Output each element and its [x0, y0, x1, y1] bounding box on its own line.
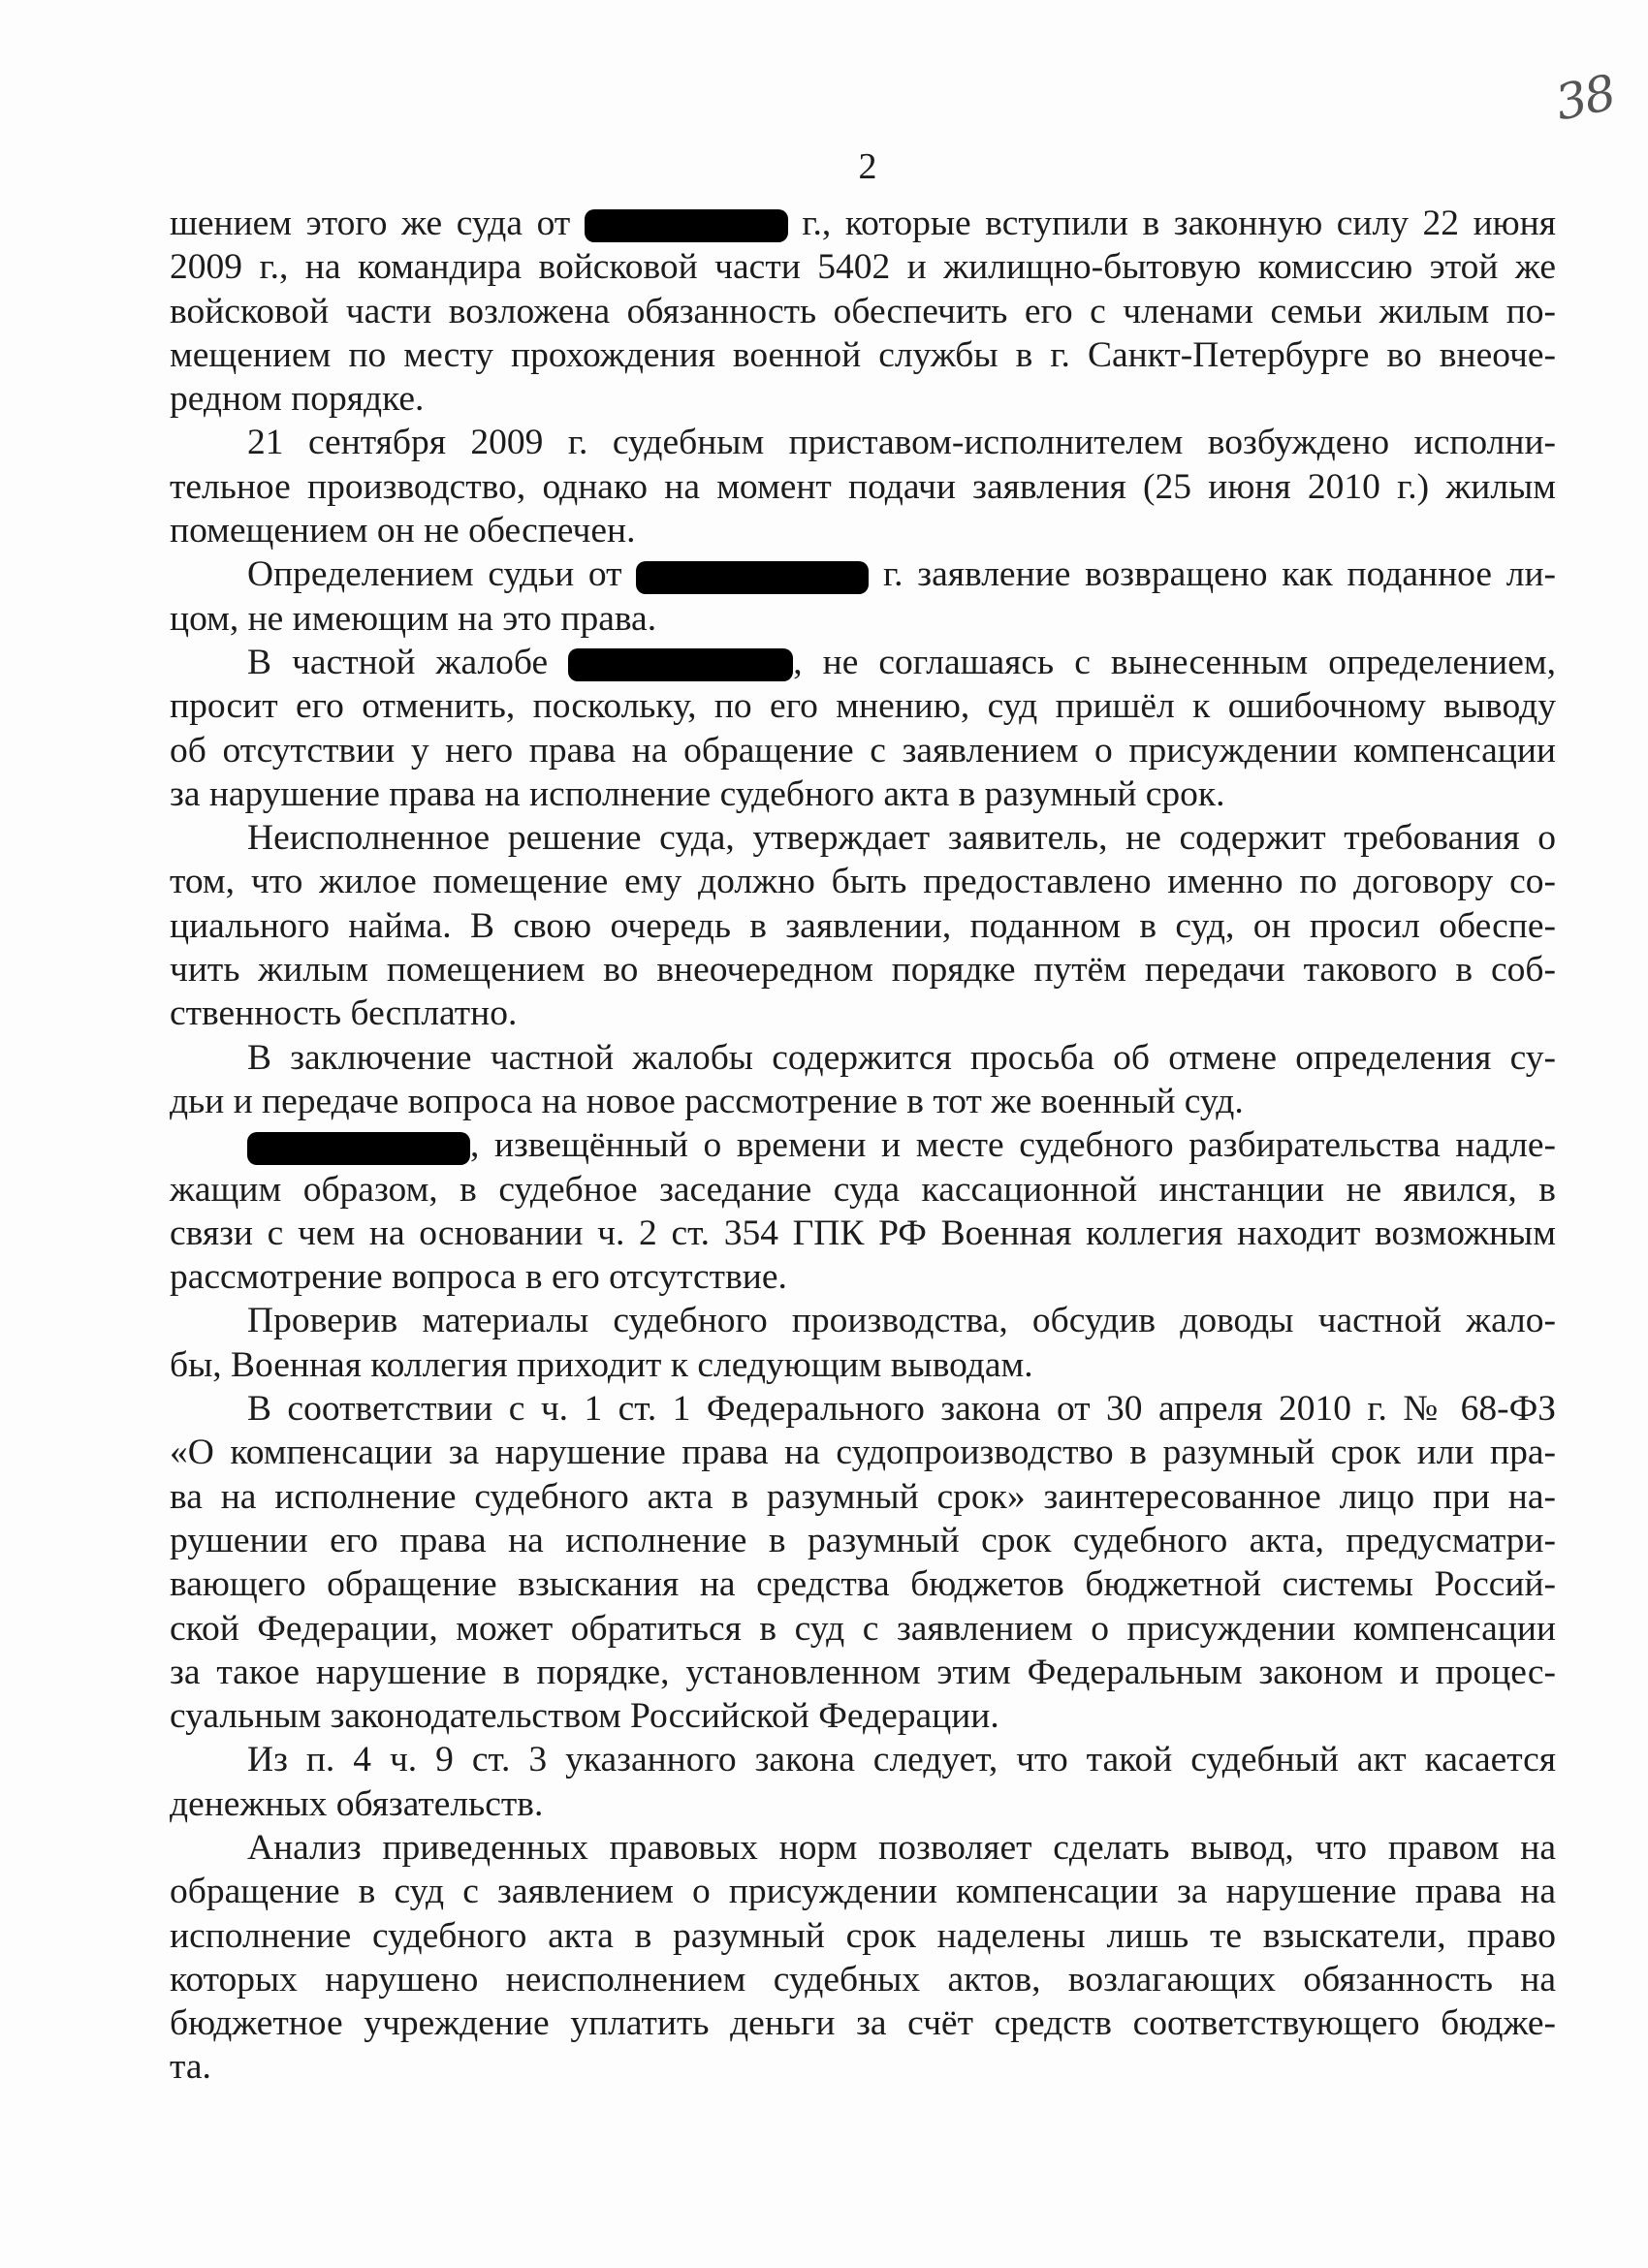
- text-segment: 2009 г., на командира войсковой части 5402 и жилищно-бытовую комиссию этой же: [170, 247, 1556, 288]
- redaction-mark: [585, 209, 788, 242]
- text-line: [170, 2001, 1556, 2045]
- text-line: [170, 1958, 1556, 2001]
- text-line: [170, 1255, 1556, 1299]
- text-segment: связи с чем на основании ч. 2 ст. 354 ГПК РФ Военная коллегия находит возможным: [170, 1213, 1556, 1253]
- text-line: [170, 1519, 1556, 1562]
- text-segment: исполнение судебного акта в разумный срок наделены лишь те взыскатели, право: [170, 1915, 1556, 1956]
- text-segment: 21 сентября 2009 г. судебным приставом-исполнителем возбуждено исполни-: [247, 423, 1556, 463]
- text-segment: вающего обращение взыскания на средства бюджетов бюджетной системы Россий-: [170, 1564, 1556, 1605]
- text-line: [170, 772, 1556, 816]
- text-segment: ской Федерации, может обратиться в суд с заявлением о присуждении компенсации: [170, 1608, 1556, 1649]
- text-line: [170, 1475, 1556, 1519]
- text-line: [170, 1212, 1556, 1255]
- redaction-mark: [568, 648, 793, 681]
- text-line: [170, 377, 1556, 421]
- text-line: [170, 245, 1556, 289]
- text-line: [170, 1870, 1556, 1913]
- text-segment: тельное производство, однако на момент подачи заявления (25 июня 2010 г.) жилым: [170, 466, 1556, 507]
- text-line: [170, 1168, 1556, 1212]
- text-segment: , извещённый о времени и месте судебного разбирательства надле-: [470, 1125, 1556, 1166]
- text-line: [170, 1387, 1556, 1431]
- text-line: [170, 1782, 1556, 1826]
- text-segment: г., которые вступили в законную силу 22 июня: [787, 204, 1557, 243]
- text-segment: рассмотрение вопроса в его отсутствие.: [170, 1257, 787, 1298]
- text-line: [170, 597, 1556, 641]
- text-segment: ственность бесплатно.: [170, 993, 518, 1034]
- text-segment: циального найма. В свою очередь в заявлении, поданном в суд, он просил обеспе-: [170, 905, 1556, 946]
- text-line: [170, 1299, 1556, 1342]
- text-segment: Из п. 4 ч. 9 ст. 3 указанного закона следует, что такой судебный акт касается: [247, 1740, 1556, 1780]
- page-number: 2: [858, 146, 877, 187]
- text-segment: помещением он не обеспечен.: [170, 511, 636, 551]
- text-line: [170, 904, 1556, 948]
- text-line: [170, 333, 1556, 377]
- text-line: [170, 1826, 1556, 1870]
- text-segment: В частной жалобе: [247, 642, 569, 682]
- text-line: [170, 948, 1556, 992]
- text-line: [170, 202, 1556, 245]
- text-segment: , не соглашаясь с вынесенным определением,: [793, 642, 1556, 682]
- text-segment: Неисполненное решение суда, утверждает заявитель, не содержит требования о: [247, 818, 1556, 859]
- text-line: [170, 2045, 1556, 2089]
- text-segment: Проверив материалы судебного производства, обсудив доводы частной жало-: [247, 1301, 1556, 1341]
- text-segment: том, что жилое помещение ему должно быть предоставлено именно по договору со-: [170, 862, 1556, 902]
- text-segment: ва на исполнение судебного акта в разумный срок» заинтересованное лицо при на-: [170, 1476, 1556, 1517]
- text-line: [170, 1343, 1556, 1387]
- text-line: [170, 1123, 1556, 1167]
- text-segment: В заключение частной жалобы содержится просьба об отмене определения су-: [247, 1037, 1556, 1078]
- text-line: [170, 290, 1556, 333]
- text-segment: та.: [170, 2047, 211, 2088]
- text-segment: за нарушение права на исполнение судебного акта в разумный срок.: [170, 773, 1225, 814]
- text-line: [170, 1036, 1556, 1080]
- text-line: [170, 684, 1556, 728]
- text-segment: за такое нарушение в порядке, установленном этим Федеральным законом и процес-: [170, 1652, 1556, 1692]
- text-line: [170, 1607, 1556, 1651]
- text-line: [170, 509, 1556, 552]
- text-segment: г. заявление возвращено как поданное ли-: [869, 554, 1556, 595]
- text-segment: жащим образом, в судебное заседание суда кассационной инстанции не явился, в: [170, 1169, 1556, 1210]
- text-segment: войсковой части возложена обязанность обеспечить его с членами семьи жилым по-: [170, 291, 1556, 331]
- text-segment: денежных обязательств.: [170, 1783, 544, 1824]
- text-segment: обращение в суд с заявлением о присуждении компенсации за нарушение права на: [170, 1872, 1556, 1912]
- text-line: [170, 860, 1556, 903]
- redaction-mark: [636, 561, 869, 594]
- text-segment: «О компенсации за нарушение права на судопроизводство в разумный срок или пра-: [170, 1433, 1556, 1473]
- text-segment: бы, Военная коллегия приходит к следующим выводам.: [170, 1344, 1033, 1385]
- text-segment: которых нарушено неисполнением судебных актов, возлагающих обязанность на: [170, 1959, 1556, 2000]
- text-segment: В соответствии с ч. 1 ст. 1 Федерального закона от 30 апреля 2010 г. № 68-ФЗ: [247, 1389, 1556, 1430]
- text-segment: суальным законодательством Российской Федерации.: [170, 1696, 999, 1737]
- text-segment: бюджетное учреждение уплатить деньги за счёт средств соответствующего бюдже-: [170, 2003, 1556, 2044]
- text-line: [170, 1562, 1556, 1606]
- text-line: [170, 729, 1556, 772]
- handwritten-page-number: 38: [1550, 64, 1620, 132]
- text-segment: дьи и передаче вопроса на новое рассмотрение в тот же военный суд.: [170, 1081, 1244, 1121]
- text-line: [170, 992, 1556, 1035]
- text-line: [170, 421, 1556, 464]
- text-line: [170, 552, 1556, 596]
- text-segment: просит его отменить, поскольку, по его мнению, суд пришёл к ошибочному выводу: [170, 686, 1556, 727]
- text-segment: Анализ приведенных правовых норм позволяет сделать вывод, что правом на: [247, 1827, 1556, 1868]
- text-segment: Определением судьи от: [247, 554, 637, 595]
- text-line: [170, 816, 1556, 860]
- text-segment: цом, не имеющим на это права.: [170, 598, 657, 639]
- document-body: [170, 202, 1556, 2090]
- text-segment: редном порядке.: [170, 379, 425, 420]
- text-line: [170, 465, 1556, 509]
- text-line: [170, 1694, 1556, 1738]
- text-segment: шением этого же суда от: [170, 204, 585, 243]
- text-line: [170, 1738, 1556, 1781]
- text-segment: чить жилым помещением во внеочередном порядке путём передачи такового в соб-: [170, 950, 1556, 991]
- text-segment: мещением по месту прохождения военной службы в г. Санкт-Петербурге во внеоче-: [170, 334, 1556, 375]
- text-segment: рушении его права на исполнение в разумный срок судебного акта, предусматри-: [170, 1520, 1556, 1560]
- text-line: [170, 1431, 1556, 1474]
- text-line: [170, 641, 1556, 684]
- text-line: [170, 1651, 1556, 1694]
- text-segment: об отсутствии у него права на обращение с заявлением о присуждении компенсации: [170, 730, 1556, 771]
- redaction-mark: [247, 1132, 470, 1165]
- text-line: [170, 1080, 1556, 1123]
- text-line: [170, 1914, 1556, 1958]
